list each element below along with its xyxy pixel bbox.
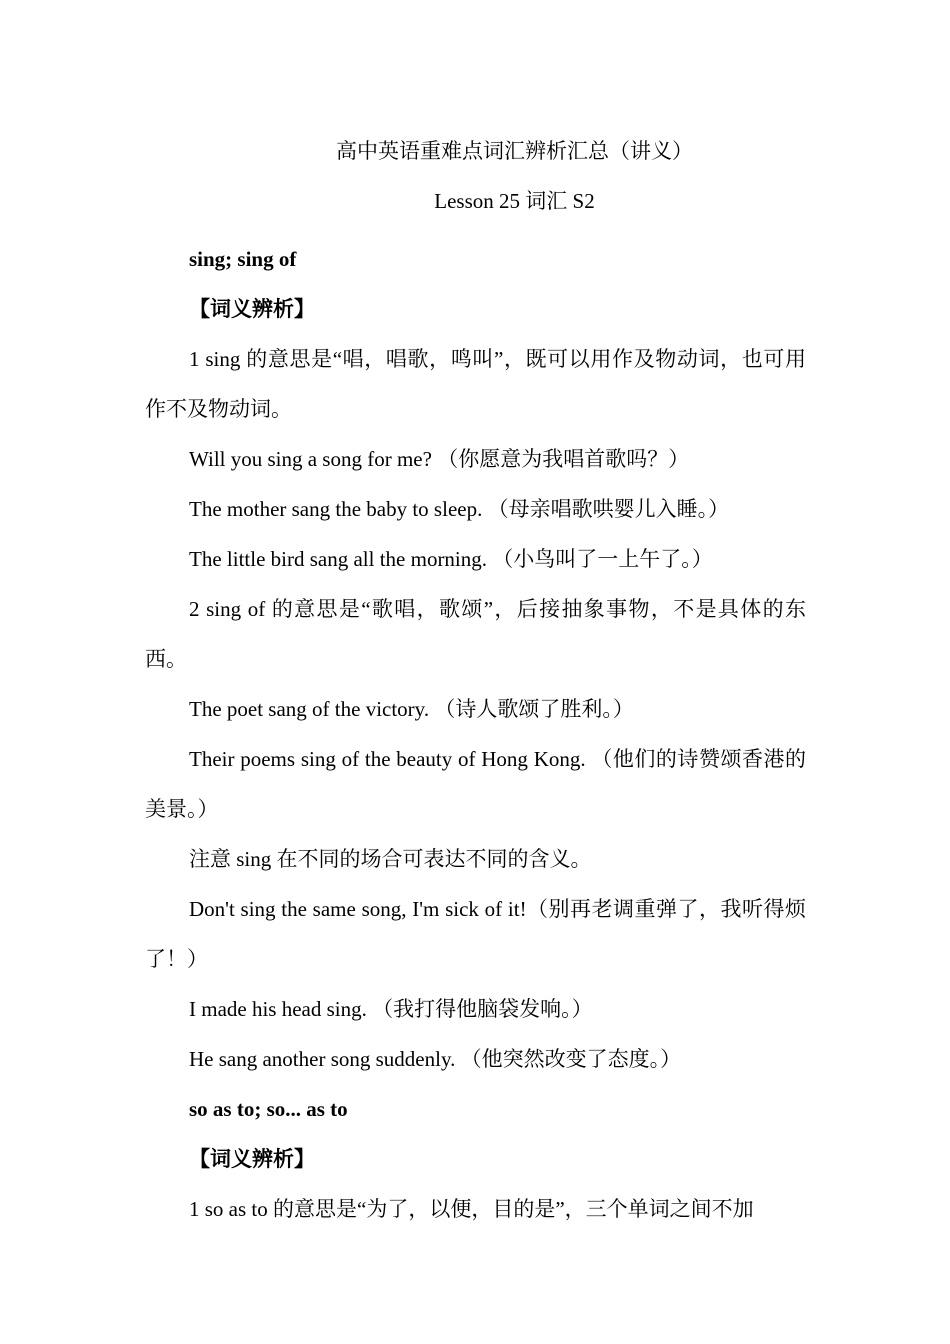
- paragraph: 1 sing 的意思是“唱，唱歌，鸣叫”，既可以用作及物动词，也可用作不及物动词。: [145, 347, 806, 421]
- paragraph: The poet sang of the victory. （诗人歌颂了胜利。）: [189, 697, 634, 721]
- paragraph: 注意 sing 在不同的场合可表达不同的含义。: [189, 847, 592, 871]
- section-heading: so as to; so... as to: [189, 1097, 348, 1121]
- section-heading: 【词义辨析】: [189, 297, 315, 321]
- document-subtitle: Lesson 25 词汇 S2: [434, 189, 595, 213]
- paragraph: Don't sing the same song, I'm sick of it!（别再老调重弹了，我听得烦了！）: [145, 897, 806, 971]
- paragraph: I made his head sing. （我打得他脑袋发响。）: [189, 997, 593, 1021]
- document-title: 高中英语重难点词汇辨析汇总（讲义）: [336, 139, 693, 163]
- paragraph: Will you sing a song for me? （你愿意为我唱首歌吗？）: [189, 447, 690, 471]
- paragraph: The little bird sang all the morning. （小鸟叫了一上午了。）: [189, 547, 713, 571]
- paragraph: He sang another song suddenly. （他突然改变了态度。）: [189, 1047, 682, 1071]
- paragraph: 2 sing of 的意思是“歌唱，歌颂”，后接抽象事物，不是具体的东西。: [145, 597, 806, 671]
- paragraph: The mother sang the baby to sleep. （母亲唱歌哄婴儿入睡。）: [189, 497, 730, 521]
- paragraph: 1 so as to 的意思是“为了，以便，目的是”，三个单词之间不加: [189, 1197, 754, 1221]
- section-heading: sing; sing of: [189, 247, 297, 271]
- section-heading: 【词义辨析】: [189, 1147, 315, 1171]
- paragraph: Their poems sing of the beauty of Hong Kong. （他们的诗赞颂香港的美景。）: [145, 747, 806, 821]
- document-body: [145, 234, 806, 1234]
